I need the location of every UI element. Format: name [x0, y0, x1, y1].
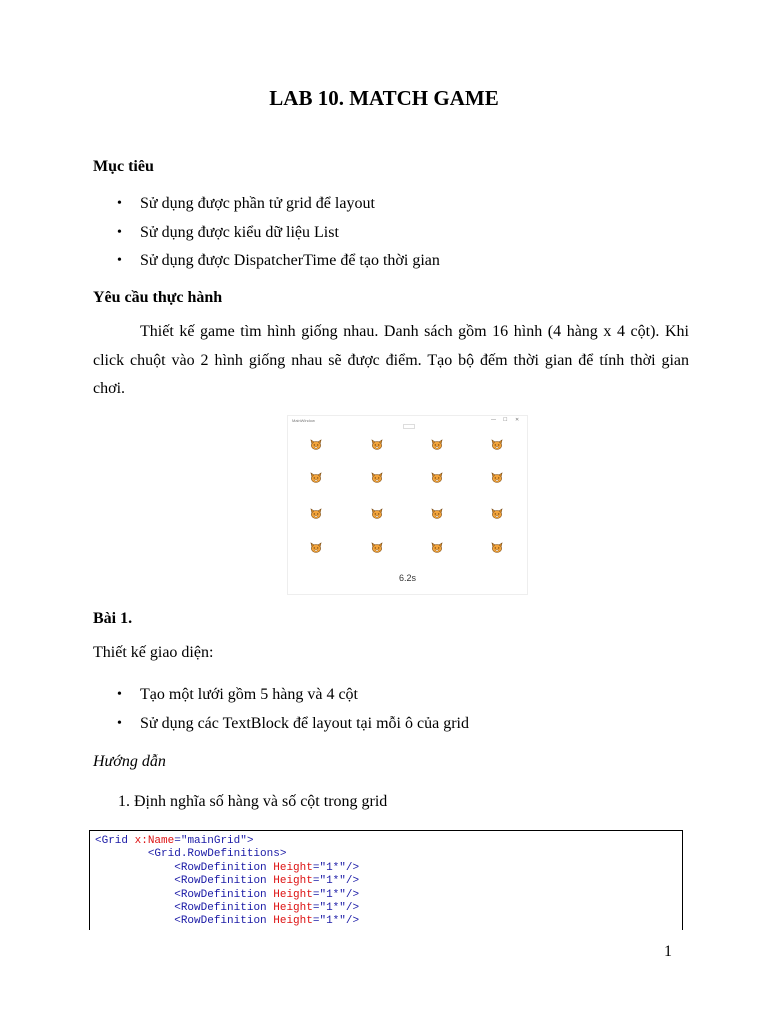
code-line: <Grid.RowDefinitions>	[147, 848, 287, 861]
maximize-icon: ☐	[503, 417, 508, 423]
animal-face-icon	[431, 506, 443, 517]
bullet-icon: •	[117, 715, 122, 731]
animal-face-icon	[491, 437, 503, 448]
bullet-icon: •	[117, 224, 122, 240]
bullet-icon: •	[117, 253, 122, 268]
animal-face-icon	[491, 506, 503, 517]
animal-face-icon	[431, 540, 443, 551]
close-icon: ✕	[515, 417, 520, 423]
code-line: <RowDefinition Height="1*"/>	[174, 915, 360, 928]
animal-face-icon	[310, 470, 322, 481]
list-item: • Sử dụng được kiểu dữ liệu List	[93, 222, 440, 251]
game-screenshot	[287, 415, 528, 595]
game-grid	[288, 416, 527, 594]
list-item: • Sử dụng được phần tử grid để layout	[93, 193, 440, 222]
page-title: LAB 10. MATCH GAME	[269, 86, 499, 110]
animal-face-icon	[491, 540, 503, 551]
animal-face-icon	[491, 470, 503, 481]
animal-face-icon	[431, 437, 443, 448]
animal-face-icon	[371, 470, 383, 481]
animal-face-icon	[371, 437, 383, 448]
bullet-icon: •	[117, 687, 122, 702]
bullet-icon: •	[117, 196, 122, 211]
page-number: 1	[664, 943, 672, 960]
animal-face-icon	[431, 470, 443, 481]
list-item: • Sử dụng các TextBlock để layout tại mỗi ô của grid	[93, 713, 469, 742]
animal-face-icon	[371, 506, 383, 517]
game-window-title: MainWindow	[292, 418, 315, 423]
animal-face-icon	[371, 540, 383, 551]
list-item: • Sử dụng được DispatcherTime để tạo thời gian	[93, 250, 440, 279]
exercise1-intro: Thiết kế giao diện:	[93, 644, 214, 661]
minimize-icon: —	[491, 417, 496, 423]
code-line: <RowDefinition Height="1*"/>	[174, 875, 360, 888]
animal-face-icon	[310, 540, 322, 551]
code-line: <RowDefinition Height="1*"/>	[174, 888, 360, 901]
objectives-list	[93, 193, 440, 279]
code-line: <RowDefinition Height="1*"/>	[174, 861, 360, 874]
step-1: 1. Định nghĩa số hàng và số cột trong grid	[118, 793, 388, 810]
list-item: • Tạo một lưới gồm 5 hàng và 4 cột	[93, 684, 469, 713]
guide-heading: Hướng dẫn	[93, 753, 166, 770]
animal-face-icon	[310, 437, 322, 448]
animal-face-icon	[310, 506, 322, 517]
exercise1-list	[93, 684, 469, 741]
exercise1-heading: Bài 1.	[93, 610, 133, 627]
game-timer: 6.2s	[398, 573, 416, 583]
requirements-paragraph: Thiết kế game tìm hình giống nhau. Danh sách gồm 16 hình (4 hàng x 4 cột). Khi click chuột vào 2 hình giống nhau sẽ được điểm. Tạo bộ đếm thời gian để tính thời gian chơi.	[93, 323, 689, 397]
objectives-heading: Mục tiêu	[93, 158, 154, 175]
code-line: <RowDefinition Height="1*"/>	[174, 902, 360, 914]
requirements-heading: Yêu cầu thực hành	[93, 289, 223, 306]
code-line: <Grid x:Name="mainGrid">	[95, 835, 254, 847]
code-block	[89, 830, 683, 930]
